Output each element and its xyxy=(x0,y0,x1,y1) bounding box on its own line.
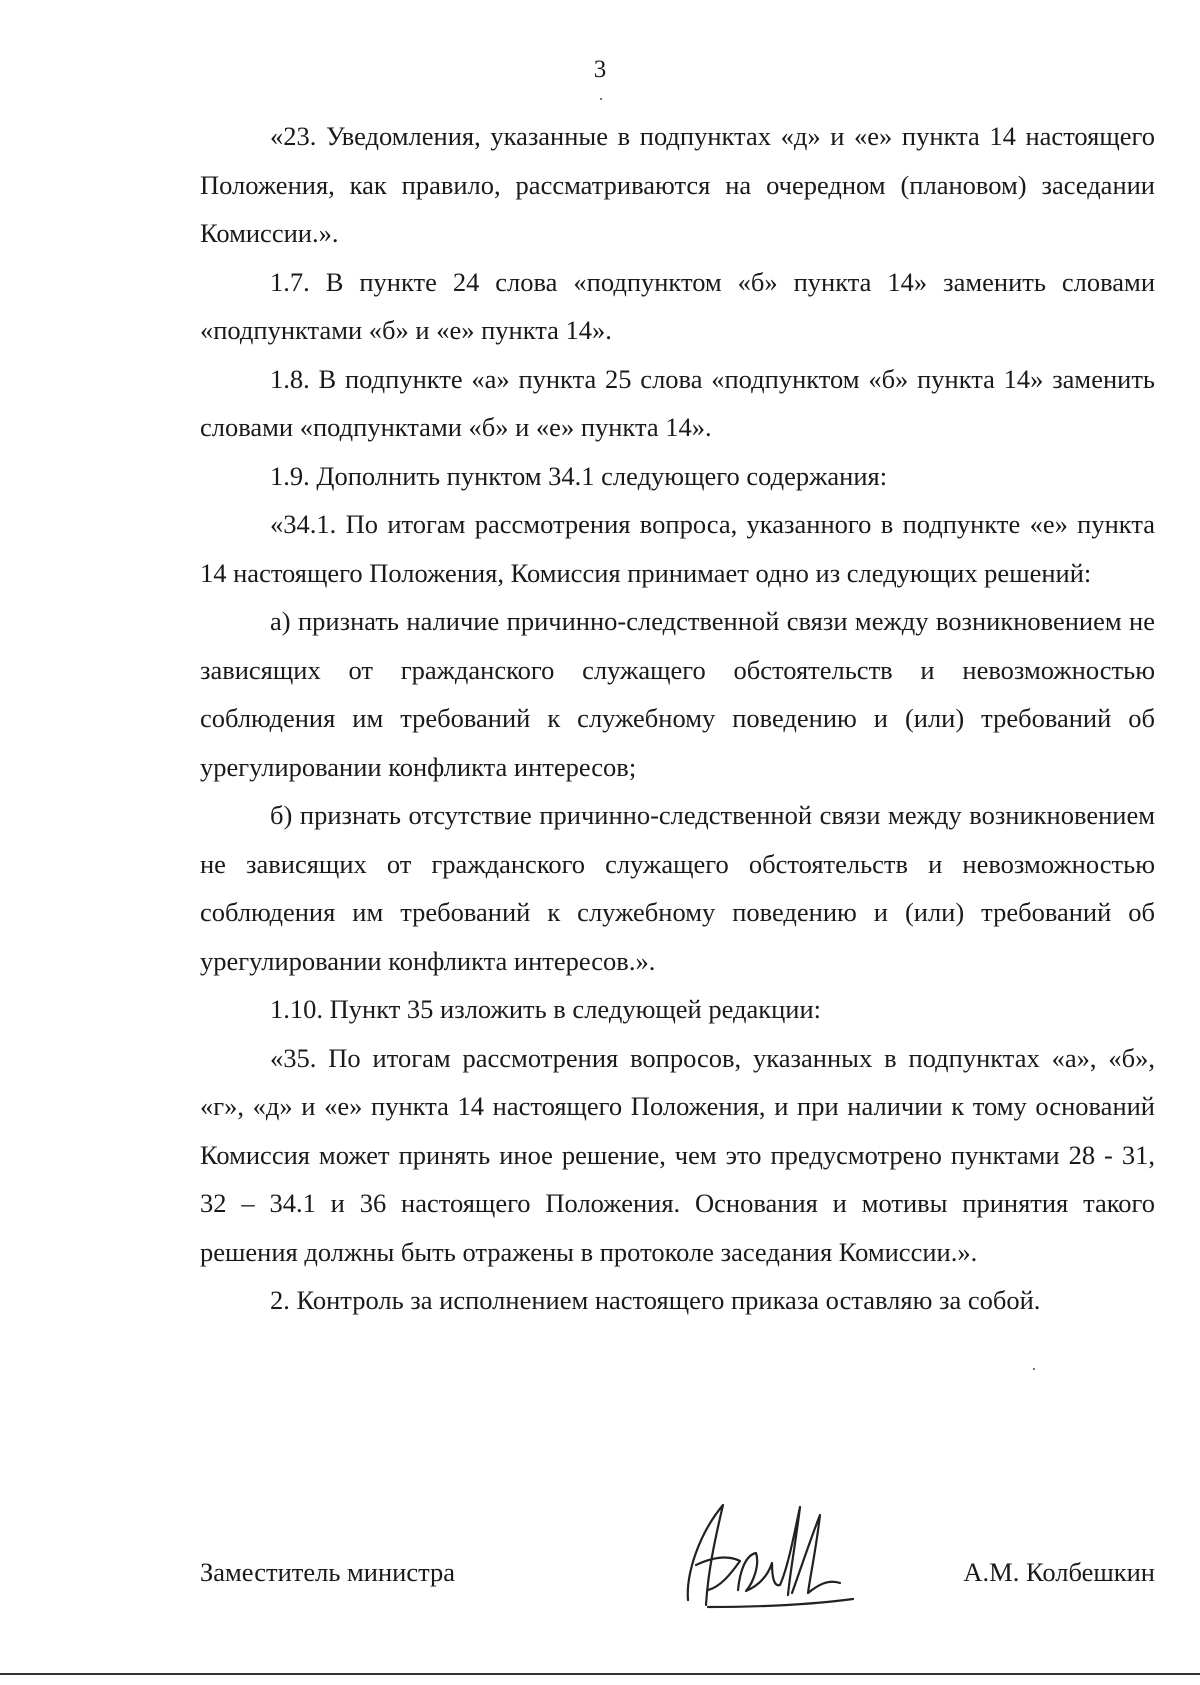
paragraph-1-9: 1.9. Дополнить пунктом 34.1 следующего содержания: xyxy=(270,460,888,491)
paragraph-option-b: б) признать отсутствие причинно-следственной связи между возникновением не зависящих от гражданского служащего обстоятельств и невозможностью соблюдения им требований к служебному поведению и (или) требований об урегулировании конфликта интересов.». xyxy=(200,800,1155,976)
paragraph-1-7: 1.7. В пункте 24 слова «подпунктом «б» пункта 14» заменить словами «подпунктами «б» и «е» пункта 14». xyxy=(200,266,1155,345)
paragraph-1-10: 1.10. Пункт 35 изложить в следующей редакции: xyxy=(270,994,822,1024)
paragraph-34-1: «34.1. По итогам рассмотрения вопроса, указанного в подпункте «е» пункта 14 настоящего Положения, Комиссия принимает одно из следующих решений: xyxy=(200,509,1155,588)
paragraph-35: «35. По итогам рассмотрения вопросов, указанных в подпунктах «а», «б», «г», «д» и «е» пункта 14 настоящего Положения, и при наличии к тому оснований Комиссия может принять иное решение, чем это предусмотрено пунктами 28 - 31, 32 – 34.1 и 36 настоящего Положения. Основания и мотивы принятия такого решения должны быть отражены в протоколе заседания Комиссии.». xyxy=(200,1042,1155,1267)
signatory-name: А.М. Колбешкин xyxy=(963,1557,1155,1587)
document-body xyxy=(200,112,1155,1325)
page-bottom-edge xyxy=(0,1673,1200,1675)
scan-speck xyxy=(600,98,602,100)
paragraph-23: «23. Уведомления, указанные в подпунктах «д» и «е» пункта 14 настоящего Положения, как правило, рассматриваются на очередном (плановом) заседании Комиссии.». xyxy=(200,121,1155,248)
page-number: 3 xyxy=(593,56,607,83)
paragraph-1-8: 1.8. В подпункте «а» пункта 25 слова «подпунктом «б» пункта 14» заменить словами «подпунктами «б» и «е» пункта 14». xyxy=(200,363,1155,442)
scan-speck xyxy=(1033,1368,1035,1370)
paragraph-option-a: а) признать наличие причинно-следственной связи между возникновением не зависящих от гражданского служащего обстоятельств и невозможностью соблюдения им требований к служебному поведению и (или) требований об урегулировании конфликта интересов; xyxy=(200,606,1155,782)
signatory-title: Заместитель министра xyxy=(200,1557,456,1587)
handwritten-signature xyxy=(668,1495,863,1620)
signature-block xyxy=(200,1545,1155,1605)
paragraph-2: 2. Контроль за исполнением настоящего приказа оставляю за собой. xyxy=(270,1285,1041,1315)
